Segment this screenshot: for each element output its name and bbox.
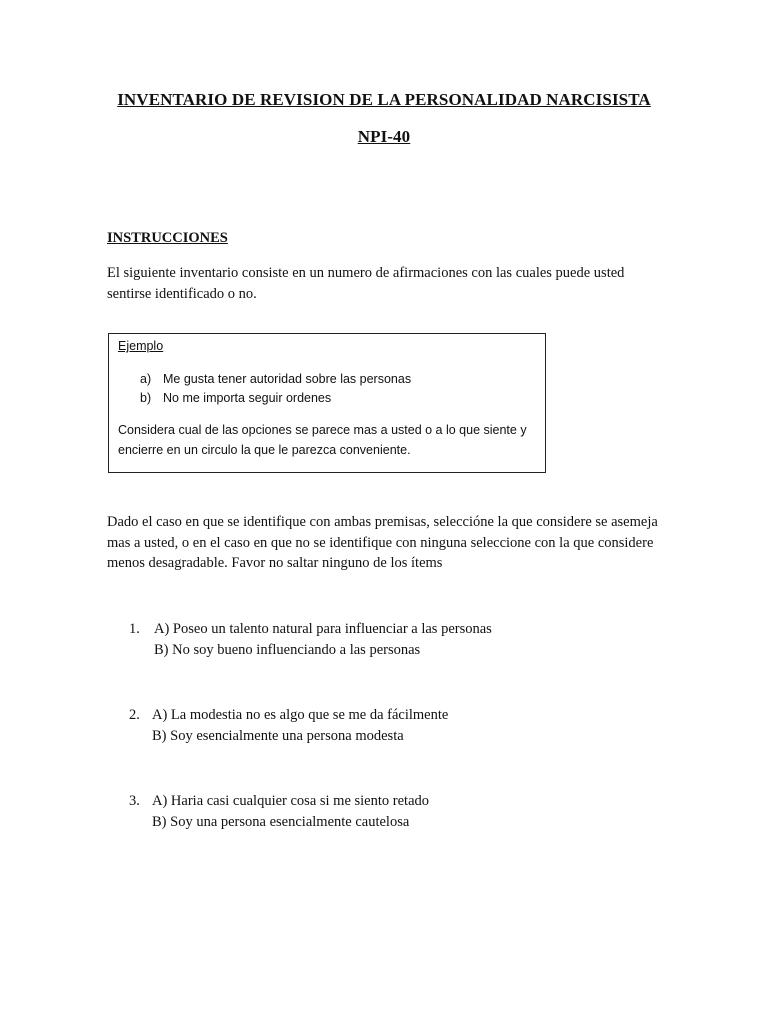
example-option-marker: b) xyxy=(140,391,152,405)
item-number: 3. xyxy=(129,793,140,809)
example-option-marker: a) xyxy=(140,372,152,386)
example-options-list xyxy=(140,370,411,408)
guidance-text: Dado el caso en que se identifique con ambas premisas, seleccióne la que considere se asemeja mas a usted, o en el caso en que no se identifique con ninguna seleccione con la que considere menos desagradable. Favor no saltar ninguno de los ítems xyxy=(107,514,658,571)
example-option-text: Me gusta tener autoridad sobre las personas xyxy=(163,372,412,386)
item-options xyxy=(154,619,492,660)
document-title: INVENTARIO DE REVISION DE LA PERSONALIDAD NARCISISTA xyxy=(117,90,651,109)
example-option xyxy=(140,370,411,389)
item-number: 1. xyxy=(129,621,140,637)
item-option-a: A) Poseo un talento natural para influenciar a las personas xyxy=(154,621,492,637)
item-options xyxy=(152,791,429,832)
example-note: Considera cual de las opciones se parece mas a usted o a lo que siente y encierre en un circulo la que le parezca conveniente. xyxy=(118,423,527,457)
example-option xyxy=(140,389,411,408)
instructions-text: El siguiente inventario consiste en un numero de afirmaciones con las cuales puede usted sentirse identificado o no. xyxy=(107,265,625,302)
example-heading: Ejemplo xyxy=(118,339,164,353)
item-option-b: B) No soy bueno influenciando a las personas xyxy=(154,641,421,658)
item-option-a: A) Haria casi cualquier cosa si me siento retado xyxy=(152,793,430,809)
item-options xyxy=(152,705,448,746)
item-option-a: A) La modestia no es algo que se me da fácilmente xyxy=(152,707,449,723)
item-option-b: B) Soy una persona esencialmente cautelosa xyxy=(152,813,410,830)
item-number: 2. xyxy=(129,707,140,723)
example-option-text: No me importa seguir ordenes xyxy=(163,391,332,405)
item-option-b: B) Soy esencialmente una persona modesta xyxy=(152,727,404,744)
example-box xyxy=(108,333,546,473)
instructions-heading: INSTRUCCIONES xyxy=(107,230,228,246)
document-subtitle: NPI-40 xyxy=(357,127,411,146)
